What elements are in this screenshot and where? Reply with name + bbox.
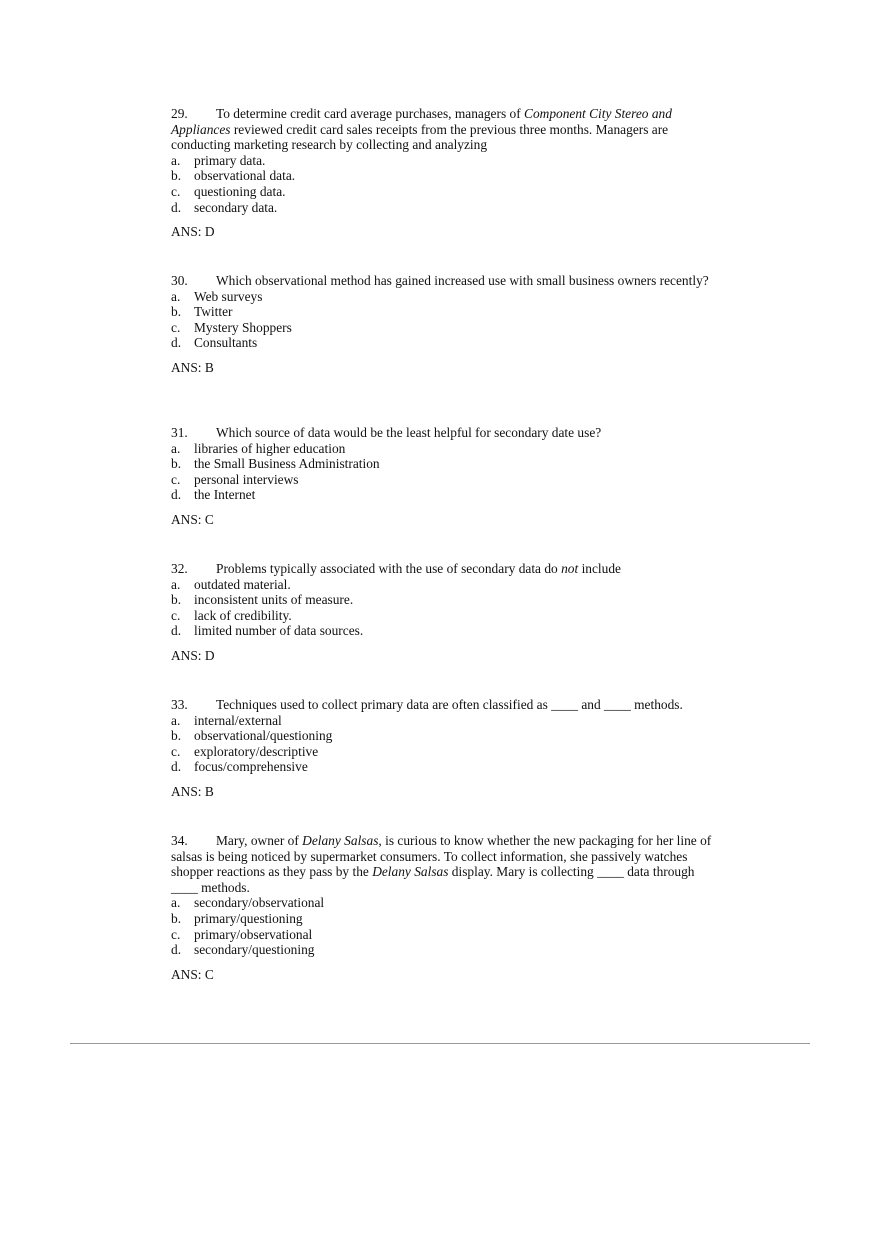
question-stem: 30. Which observational method has gained increased use with small business owners recently?: [171, 273, 709, 288]
option-letter: d.: [171, 759, 182, 775]
option-letter: c.: [171, 743, 181, 759]
option-b: [171, 304, 716, 320]
option-a: [171, 895, 716, 911]
option-c: [171, 472, 716, 488]
option-text: primary data.: [194, 152, 266, 168]
option-b: [171, 456, 716, 472]
page-footer-divider: [70, 1043, 810, 1044]
question-number: 33.: [171, 697, 188, 712]
option-c: [171, 184, 716, 200]
option-letter: c.: [171, 607, 181, 623]
option-text: internal/external: [194, 712, 282, 728]
question-stem: 31. Which source of data would be the least helpful for secondary date use?: [171, 425, 602, 440]
question-stem: 34. Mary, owner of Delany Salsas, is curious to know whether the new packaging for her line of salsas is being noticed by supermarket consumers. To collect information, she passively watches shopper reactions as they pass by the Delany Salsas display. Mary is collecting ____ data through ____ methods.: [171, 833, 712, 895]
option-a: [171, 289, 716, 305]
company-name: Delany Salsas: [302, 833, 379, 848]
option-c: [171, 927, 716, 943]
question-number: 32.: [171, 561, 188, 576]
option-d: [171, 942, 716, 958]
option-letter: b.: [171, 304, 182, 320]
company-name: Delany Salsas: [372, 864, 449, 880]
option-c: [171, 608, 716, 624]
option-a: [171, 153, 716, 169]
question-number: 31.: [171, 425, 188, 440]
option-letter: b.: [171, 592, 182, 608]
answer-key: ANS: D: [171, 647, 215, 663]
question-number: 30.: [171, 273, 188, 288]
option-text: Web surveys: [194, 288, 263, 304]
answer-options: [171, 153, 716, 215]
question-number: 34.: [171, 833, 188, 848]
answer-key: ANS: B: [171, 783, 214, 799]
emphasis-not: not: [561, 561, 579, 576]
option-text: Consultants: [194, 335, 258, 351]
question-33: [171, 697, 716, 800]
option-d: [171, 200, 716, 216]
option-letter: d.: [171, 335, 182, 351]
question-stem: 33. Techniques used to collect primary data are often classified as ____ and ____ methods.: [171, 697, 683, 712]
option-text: limited number of data sources.: [194, 623, 364, 639]
option-text: Twitter: [194, 304, 233, 320]
option-b: [171, 168, 716, 184]
option-text: secondary/observational: [194, 895, 325, 911]
option-b: [171, 911, 716, 927]
option-text: inconsistent units of measure.: [194, 592, 354, 608]
option-text: exploratory/descriptive: [194, 743, 319, 759]
option-letter: a.: [171, 895, 181, 911]
option-b: [171, 728, 716, 744]
answer-options: [171, 289, 716, 351]
option-letter: b.: [171, 910, 182, 926]
option-letter: a.: [171, 440, 181, 456]
answer-key: ANS: C: [171, 511, 214, 527]
option-text: primary/observational: [194, 926, 313, 942]
option-text: observational/questioning: [194, 728, 333, 744]
option-letter: a.: [171, 712, 181, 728]
question-34: [171, 833, 716, 982]
option-text: lack of credibility.: [194, 607, 292, 623]
answer-options: [171, 713, 716, 775]
option-letter: c.: [171, 926, 181, 942]
question-stem: 29. To determine credit card average purchases, managers of Component City Stereo and Appliances reviewed credit card sales receipts from the previous three months. Managers are conducting marketing research by collecting and analyzing: [171, 106, 672, 153]
option-text: focus/comprehensive: [194, 759, 308, 775]
option-a: [171, 441, 716, 457]
option-d: [171, 335, 716, 351]
option-letter: a.: [171, 576, 181, 592]
question-stem: 32. Problems typically associated with the use of secondary data do not include: [171, 561, 621, 576]
option-letter: b.: [171, 168, 182, 184]
option-text: primary/questioning: [194, 910, 303, 926]
question-31: [171, 425, 716, 528]
option-letter: d.: [171, 199, 182, 215]
option-letter: c.: [171, 471, 181, 487]
option-letter: b.: [171, 728, 182, 744]
company-name: Component City Stereo and Appliances: [171, 106, 672, 137]
option-text: secondary/questioning: [194, 942, 315, 958]
option-text: the Small Business Administration: [194, 456, 380, 472]
option-text: questioning data.: [194, 183, 286, 199]
option-text: libraries of higher education: [194, 440, 346, 456]
answer-options: [171, 441, 716, 503]
option-a: [171, 577, 716, 593]
option-letter: c.: [171, 319, 181, 335]
option-letter: d.: [171, 623, 182, 639]
question-30: [171, 273, 716, 376]
option-d: [171, 623, 716, 639]
option-c: [171, 320, 716, 336]
question-29: [171, 106, 716, 240]
answer-options: [171, 577, 716, 639]
option-text: secondary data.: [194, 199, 278, 215]
question-32: [171, 561, 716, 664]
option-d: [171, 759, 716, 775]
answer-key: ANS: D: [171, 224, 215, 240]
option-text: outdated material.: [194, 576, 291, 592]
option-letter: a.: [171, 152, 181, 168]
option-letter: d.: [171, 942, 182, 958]
option-text: Mystery Shoppers: [194, 319, 292, 335]
question-number: 29.: [171, 106, 188, 121]
answer-key: ANS: B: [171, 359, 214, 375]
option-text: observational data.: [194, 168, 296, 184]
answer-options: [171, 895, 716, 957]
option-letter: a.: [171, 288, 181, 304]
option-letter: c.: [171, 183, 181, 199]
option-letter: d.: [171, 487, 182, 503]
option-text: the Internet: [194, 487, 256, 503]
option-c: [171, 744, 716, 760]
option-d: [171, 487, 716, 503]
option-a: [171, 713, 716, 729]
option-letter: b.: [171, 456, 182, 472]
option-text: personal interviews: [194, 471, 299, 487]
answer-key: ANS: C: [171, 966, 214, 982]
option-b: [171, 592, 716, 608]
